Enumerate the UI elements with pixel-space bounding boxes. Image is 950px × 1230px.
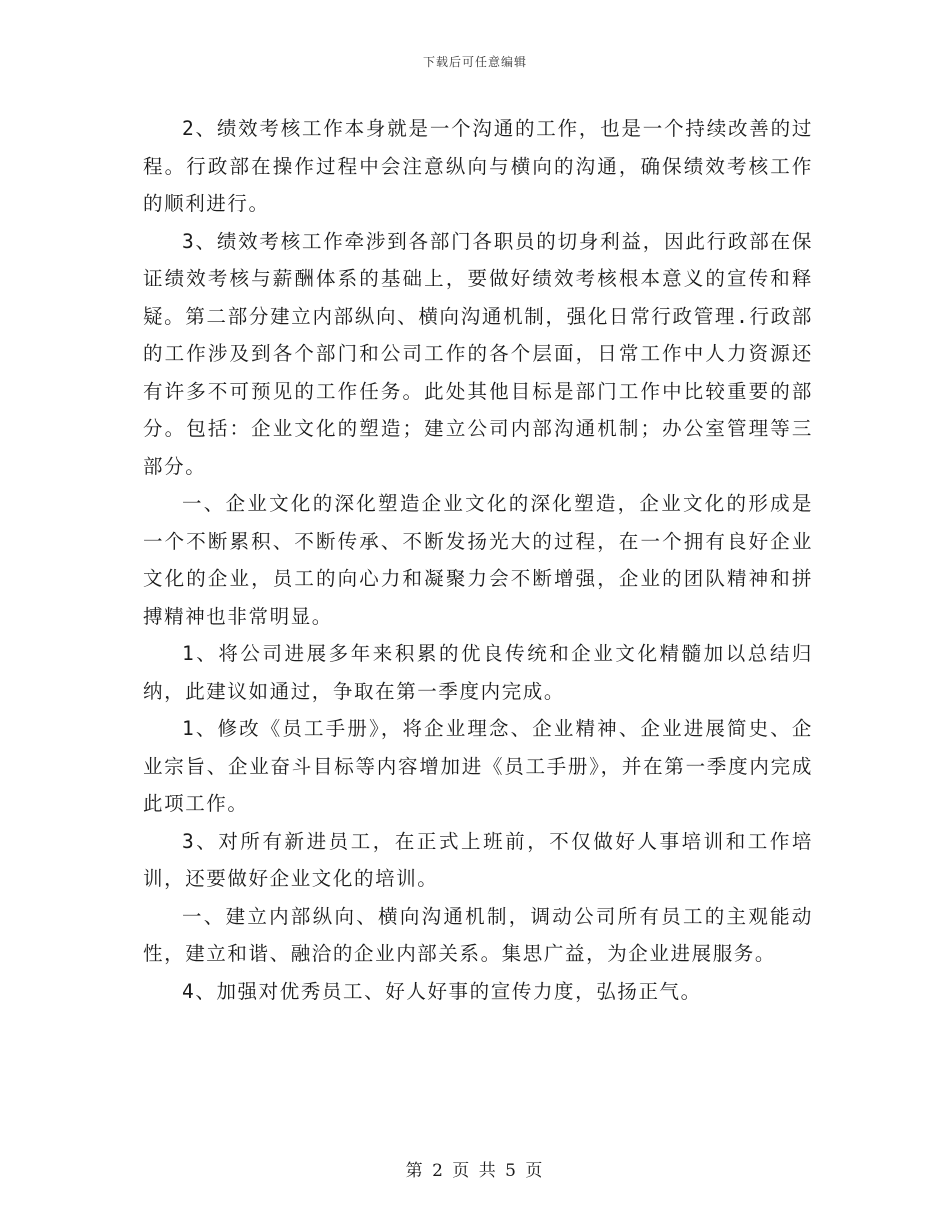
paragraph: 3、对所有新进员工，在正式上班前，不仅做好人事培训和工作培训，还要做好企业文化的培训。 [143, 829, 813, 890]
paragraph: 1、修改《员工手册》，将企业理念、企业精神、企业进展简史、企业宗旨、企业奋斗目标等内容增加进《员工手册》，并在第一季度内完成此项工作。 [143, 717, 813, 815]
paragraph: 1、将公司进展多年来积累的优良传统和企业文化精髓加以总结归纳，此建议如通过，争取在第一季度内完成。 [143, 642, 813, 703]
paragraph: 一、企业文化的深化塑造企业文化的深化塑造，企业文化的形成是一个不断累积、不断传承、不断发扬光大的过程，在一个拥有良好企业文化的企业，员工的向心力和凝聚力会不断增强，企业的团队精神和拼搏精神也非常明显。 [143, 492, 813, 628]
paragraph: 3、绩效考核工作牵涉到各部门各职员的切身利益，因此行政部在保证绩效考核与薪酬体系的基础上，要做好绩效考核根本意义的宣传和释疑。第二部分建立内部纵向、横向沟通机制，强化日常行政管理.行政部的工作涉及到各个部门和公司工作的各个层面，日常工作中人力资源还有许多不可预见的工作任务。此处其他目标是部门工作中比较重要的部分。包括：企业文化的塑造；建立公司内部沟通机制；办公室管理等三部分。 [143, 229, 813, 478]
paragraph: 一、建立内部纵向、横向沟通机制，调动公司所有员工的主观能动性，建立和谐、融洽的企业内部关系。集思广益，为企业进展服务。 [143, 904, 813, 965]
page-header-note: 下载后可任意编辑 [422, 55, 527, 69]
paragraph: 4、加强对优秀员工、好人好事的宣传力度，弘扬正气。 [182, 979, 702, 1003]
document-body [143, 110, 813, 1010]
paragraph: 2、绩效考核工作本身就是一个沟通的工作，也是一个持续改善的过程。行政部在操作过程中会注意纵向与横向的沟通，确保绩效考核工作的顺利进行。 [143, 117, 813, 215]
page-number-footer: 第 2 页 共 5 页 [405, 1161, 545, 1181]
